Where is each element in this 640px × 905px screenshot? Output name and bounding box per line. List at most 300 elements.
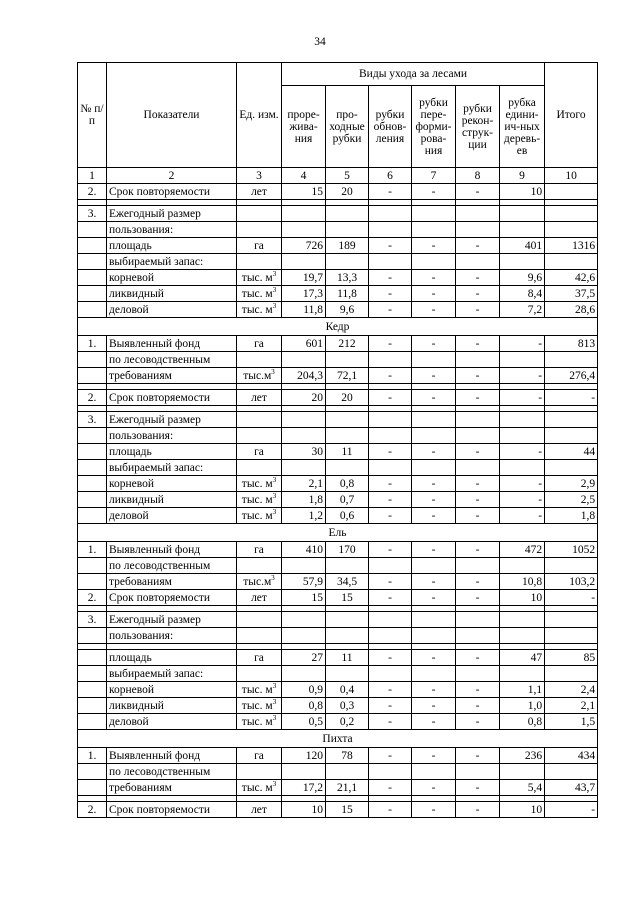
value-cell: 726 [282, 238, 326, 254]
total-cell [545, 666, 598, 682]
unit-text: тыс. м [241, 303, 273, 316]
total-cell: 1,5 [545, 714, 598, 730]
value-cell: - [456, 698, 500, 714]
value-cell: 120 [282, 748, 326, 764]
value-cell: - [369, 698, 412, 714]
row-label: площадь [107, 238, 237, 254]
column-number: 3 [237, 168, 282, 184]
value-cell: - [456, 270, 500, 286]
row-unit [237, 780, 282, 796]
row-unit [237, 590, 282, 606]
unit-text: тыс.м [243, 369, 272, 382]
value-cell [500, 428, 545, 444]
row-number [78, 492, 107, 508]
value-cell [500, 460, 545, 476]
unit-text: тыс.м [243, 575, 272, 588]
row-number: 1. [78, 748, 107, 764]
value-cell: - [456, 574, 500, 590]
value-cell: - [500, 508, 545, 524]
row-number [78, 254, 107, 270]
unit-text: тыс. м [241, 477, 273, 490]
section-title: Пихта [78, 730, 598, 748]
table-row [78, 628, 598, 644]
section-row [78, 318, 598, 336]
total-cell: - [545, 802, 598, 818]
value-cell [282, 352, 326, 368]
row-number [78, 368, 107, 384]
row-unit [237, 764, 282, 780]
value-cell [282, 666, 326, 682]
row-label: пользования: [107, 628, 237, 644]
total-cell [545, 184, 598, 200]
row-unit [237, 336, 282, 352]
value-cell [369, 558, 412, 574]
value-cell [456, 666, 500, 682]
total-cell: 28,6 [545, 302, 598, 318]
unit-text: лет [251, 591, 267, 604]
value-cell: - [369, 336, 412, 352]
value-cell [456, 628, 500, 644]
unit-superscript: 3 [271, 367, 275, 376]
value-cell: - [412, 302, 456, 318]
value-cell: - [369, 714, 412, 730]
row-number [78, 666, 107, 682]
value-cell: - [369, 574, 412, 590]
unit-text: тыс. м [241, 271, 273, 284]
value-cell: - [412, 714, 456, 730]
value-cell: 34,5 [326, 574, 369, 590]
row-unit [237, 714, 282, 730]
row-label: деловой [107, 508, 237, 524]
value-cell: 0,4 [326, 682, 369, 698]
value-cell: - [369, 476, 412, 492]
row-unit [237, 666, 282, 682]
row-label: площадь [107, 444, 237, 460]
table-row [78, 412, 598, 428]
header-group: Виды ухода за лесами [282, 63, 545, 86]
value-cell [412, 460, 456, 476]
total-cell: 37,5 [545, 286, 598, 302]
row-label: по лесоводственным [107, 764, 237, 780]
value-cell: - [500, 368, 545, 384]
value-cell [369, 460, 412, 476]
value-cell [326, 558, 369, 574]
value-cell: - [412, 444, 456, 460]
total-cell: 434 [545, 748, 598, 764]
value-cell: - [456, 748, 500, 764]
value-cell: 0,8 [500, 714, 545, 730]
value-cell [500, 628, 545, 644]
unit-text: лет [251, 185, 267, 198]
value-cell [282, 558, 326, 574]
value-cell: - [369, 286, 412, 302]
unit-text: тыс. м [241, 781, 273, 794]
row-label: деловой [107, 302, 237, 318]
value-cell: 0,8 [326, 476, 369, 492]
value-cell: - [456, 336, 500, 352]
row-label: требованиям [107, 368, 237, 384]
value-cell: - [412, 698, 456, 714]
value-cell [282, 460, 326, 476]
value-cell [326, 412, 369, 428]
table-row [78, 590, 598, 606]
row-unit [237, 542, 282, 558]
value-cell: - [456, 238, 500, 254]
value-cell [412, 764, 456, 780]
row-number [78, 764, 107, 780]
value-cell: 20 [282, 390, 326, 406]
value-cell: - [369, 444, 412, 460]
value-cell: 0,2 [326, 714, 369, 730]
value-cell: - [412, 390, 456, 406]
total-cell: 42,6 [545, 270, 598, 286]
table-row [78, 254, 598, 270]
value-cell: - [412, 368, 456, 384]
value-cell: - [369, 508, 412, 524]
row-number [78, 222, 107, 238]
row-number [78, 302, 107, 318]
value-cell: 10 [500, 802, 545, 818]
value-cell: - [412, 238, 456, 254]
value-cell: 30 [282, 444, 326, 460]
table-row [78, 802, 598, 818]
value-cell [369, 352, 412, 368]
row-unit [237, 444, 282, 460]
row-label: корневой [107, 476, 237, 492]
forest-care-table [77, 62, 598, 818]
row-number: 2. [78, 802, 107, 818]
value-cell: - [456, 444, 500, 460]
value-cell: - [369, 802, 412, 818]
value-cell [282, 428, 326, 444]
value-cell: - [369, 682, 412, 698]
value-cell [412, 206, 456, 222]
row-unit [237, 628, 282, 644]
table-row [78, 714, 598, 730]
row-number [78, 628, 107, 644]
total-cell: 85 [545, 650, 598, 666]
row-number [78, 352, 107, 368]
total-cell: 44 [545, 444, 598, 460]
value-cell [282, 628, 326, 644]
value-cell [456, 558, 500, 574]
value-cell: 401 [500, 238, 545, 254]
value-cell [282, 254, 326, 270]
value-cell [369, 666, 412, 682]
value-cell: - [369, 302, 412, 318]
value-cell [369, 254, 412, 270]
value-cell [326, 628, 369, 644]
value-cell: 170 [326, 542, 369, 558]
column-number: 8 [456, 168, 500, 184]
row-unit [237, 428, 282, 444]
row-label: Выявленный фонд [107, 748, 237, 764]
value-cell [412, 412, 456, 428]
value-cell [456, 412, 500, 428]
row-label: Ежегодный размер [107, 612, 237, 628]
row-unit [237, 368, 282, 384]
unit-text: тыс. м [241, 683, 273, 696]
row-label: требованиям [107, 780, 237, 796]
total-cell [545, 222, 598, 238]
row-unit [237, 508, 282, 524]
row-label: Ежегодный размер [107, 412, 237, 428]
value-cell [412, 558, 456, 574]
row-label: Ежегодный размер [107, 206, 237, 222]
value-cell: - [412, 508, 456, 524]
value-cell: 47 [500, 650, 545, 666]
row-unit [237, 412, 282, 428]
row-label: деловой [107, 714, 237, 730]
value-cell: - [412, 650, 456, 666]
value-cell: 601 [282, 336, 326, 352]
row-unit [237, 558, 282, 574]
row-label: по лесоводственным [107, 352, 237, 368]
value-cell: 212 [326, 336, 369, 352]
value-cell: 1,1 [500, 682, 545, 698]
row-label: ликвидный [107, 698, 237, 714]
value-cell: 57,9 [282, 574, 326, 590]
row-number [78, 270, 107, 286]
total-cell: 2,5 [545, 492, 598, 508]
value-cell: 0,3 [326, 698, 369, 714]
row-label: Выявленный фонд [107, 542, 237, 558]
total-cell [545, 254, 598, 270]
value-cell: 10 [500, 184, 545, 200]
row-label: Срок повторяемости [107, 390, 237, 406]
unit-text: га [254, 651, 264, 664]
total-cell: 43,7 [545, 780, 598, 796]
table-row [78, 390, 598, 406]
unit-text: тыс. м [241, 509, 273, 522]
header-col-6: рубки обнов-ления [369, 86, 412, 168]
value-cell: - [500, 476, 545, 492]
unit-superscript: 3 [271, 573, 275, 582]
value-cell: - [500, 444, 545, 460]
row-number [78, 428, 107, 444]
unit-superscript: 3 [272, 507, 277, 516]
value-cell: - [456, 492, 500, 508]
row-label: корневой [107, 682, 237, 698]
column-number-row [78, 168, 598, 184]
row-unit [237, 476, 282, 492]
unit-text: га [254, 543, 264, 556]
value-cell [412, 222, 456, 238]
row-label: Срок повторяемости [107, 184, 237, 200]
table-row [78, 698, 598, 714]
unit-superscript: 3 [272, 779, 277, 788]
table-row [78, 184, 598, 200]
row-number [78, 698, 107, 714]
value-cell [282, 206, 326, 222]
value-cell [500, 612, 545, 628]
row-label: ликвидный [107, 286, 237, 302]
value-cell: - [369, 390, 412, 406]
value-cell: - [412, 682, 456, 698]
row-unit [237, 184, 282, 200]
unit-superscript: 3 [272, 697, 277, 706]
value-cell: - [369, 270, 412, 286]
value-cell: - [369, 590, 412, 606]
value-cell: - [412, 476, 456, 492]
header-col-5: про-ходные рубки [326, 86, 369, 168]
row-unit [237, 286, 282, 302]
value-cell: - [456, 714, 500, 730]
total-cell: 103,2 [545, 574, 598, 590]
value-cell [500, 254, 545, 270]
total-cell: - [545, 390, 598, 406]
value-cell: - [412, 802, 456, 818]
row-number: 2. [78, 390, 107, 406]
unit-superscript: 3 [272, 269, 277, 278]
table-row [78, 574, 598, 590]
row-number [78, 682, 107, 698]
value-cell: - [369, 238, 412, 254]
value-cell [456, 222, 500, 238]
value-cell [282, 612, 326, 628]
table-row [78, 336, 598, 352]
table-row [78, 460, 598, 476]
value-cell: - [456, 286, 500, 302]
unit-text: га [254, 337, 264, 350]
row-number [78, 780, 107, 796]
total-cell: 1316 [545, 238, 598, 254]
value-cell: - [412, 270, 456, 286]
value-cell: 204,3 [282, 368, 326, 384]
value-cell: 11 [326, 444, 369, 460]
value-cell: 1,8 [282, 492, 326, 508]
total-cell: - [545, 590, 598, 606]
header-col-8: рубки рекон-струк-ции [456, 86, 500, 168]
value-cell [282, 222, 326, 238]
row-number: 2. [78, 184, 107, 200]
value-cell [326, 666, 369, 682]
value-cell: - [456, 802, 500, 818]
row-unit [237, 460, 282, 476]
value-cell [412, 666, 456, 682]
table-row [78, 666, 598, 682]
row-unit [237, 492, 282, 508]
value-cell: 19,7 [282, 270, 326, 286]
row-number: 2. [78, 590, 107, 606]
row-number [78, 714, 107, 730]
value-cell [369, 628, 412, 644]
column-number: 2 [107, 168, 237, 184]
value-cell: 9,6 [500, 270, 545, 286]
value-cell: 11 [326, 650, 369, 666]
row-unit [237, 222, 282, 238]
value-cell [500, 206, 545, 222]
value-cell: - [456, 390, 500, 406]
table-row [78, 238, 598, 254]
section-row [78, 524, 598, 542]
section-row [78, 730, 598, 748]
value-cell [500, 764, 545, 780]
column-number: 6 [369, 168, 412, 184]
value-cell: - [369, 184, 412, 200]
value-cell: 15 [282, 184, 326, 200]
table-row [78, 764, 598, 780]
total-cell [545, 206, 598, 222]
value-cell [326, 460, 369, 476]
value-cell: - [456, 368, 500, 384]
value-cell [412, 428, 456, 444]
value-cell: - [456, 542, 500, 558]
value-cell: - [369, 780, 412, 796]
row-unit [237, 612, 282, 628]
column-number: 5 [326, 168, 369, 184]
header-col-9: рубка едини-ич-ных деревь-ев [500, 86, 545, 168]
header-total: Итого [545, 63, 598, 168]
row-number [78, 508, 107, 524]
table-row [78, 222, 598, 238]
row-unit [237, 206, 282, 222]
value-cell [500, 412, 545, 428]
value-cell: 0,9 [282, 682, 326, 698]
unit-text: га [254, 749, 264, 762]
value-cell: - [412, 184, 456, 200]
value-cell: - [500, 492, 545, 508]
value-cell: - [369, 368, 412, 384]
row-number: 3. [78, 412, 107, 428]
row-unit [237, 238, 282, 254]
value-cell [412, 352, 456, 368]
table-row [78, 682, 598, 698]
value-cell [500, 666, 545, 682]
unit-text: га [254, 445, 264, 458]
row-number: 1. [78, 336, 107, 352]
value-cell: 5,4 [500, 780, 545, 796]
header-col-7: рубки пере-форми-рова-ния [412, 86, 456, 168]
page-number: 34 [314, 36, 326, 48]
table-row [78, 780, 598, 796]
value-cell [326, 254, 369, 270]
row-number [78, 286, 107, 302]
value-cell: 236 [500, 748, 545, 764]
value-cell [456, 612, 500, 628]
row-number [78, 476, 107, 492]
unit-superscript: 3 [272, 285, 277, 294]
table-row [78, 368, 598, 384]
unit-text: лет [251, 803, 267, 816]
value-cell [369, 412, 412, 428]
value-cell [282, 412, 326, 428]
unit-text: тыс. м [241, 493, 273, 506]
value-cell: 1,0 [500, 698, 545, 714]
row-number: 1. [78, 542, 107, 558]
row-number [78, 238, 107, 254]
value-cell: 189 [326, 238, 369, 254]
value-cell [500, 558, 545, 574]
row-unit [237, 390, 282, 406]
value-cell: - [412, 542, 456, 558]
value-cell [369, 612, 412, 628]
total-cell [545, 412, 598, 428]
unit-superscript: 3 [272, 713, 277, 722]
table-row [78, 476, 598, 492]
total-cell [545, 558, 598, 574]
value-cell: - [500, 336, 545, 352]
section-title: Ель [78, 524, 598, 542]
value-cell [326, 352, 369, 368]
value-cell [500, 352, 545, 368]
value-cell [369, 428, 412, 444]
value-cell [500, 222, 545, 238]
value-cell: 472 [500, 542, 545, 558]
value-cell [326, 612, 369, 628]
value-cell: 10,8 [500, 574, 545, 590]
total-cell [545, 612, 598, 628]
